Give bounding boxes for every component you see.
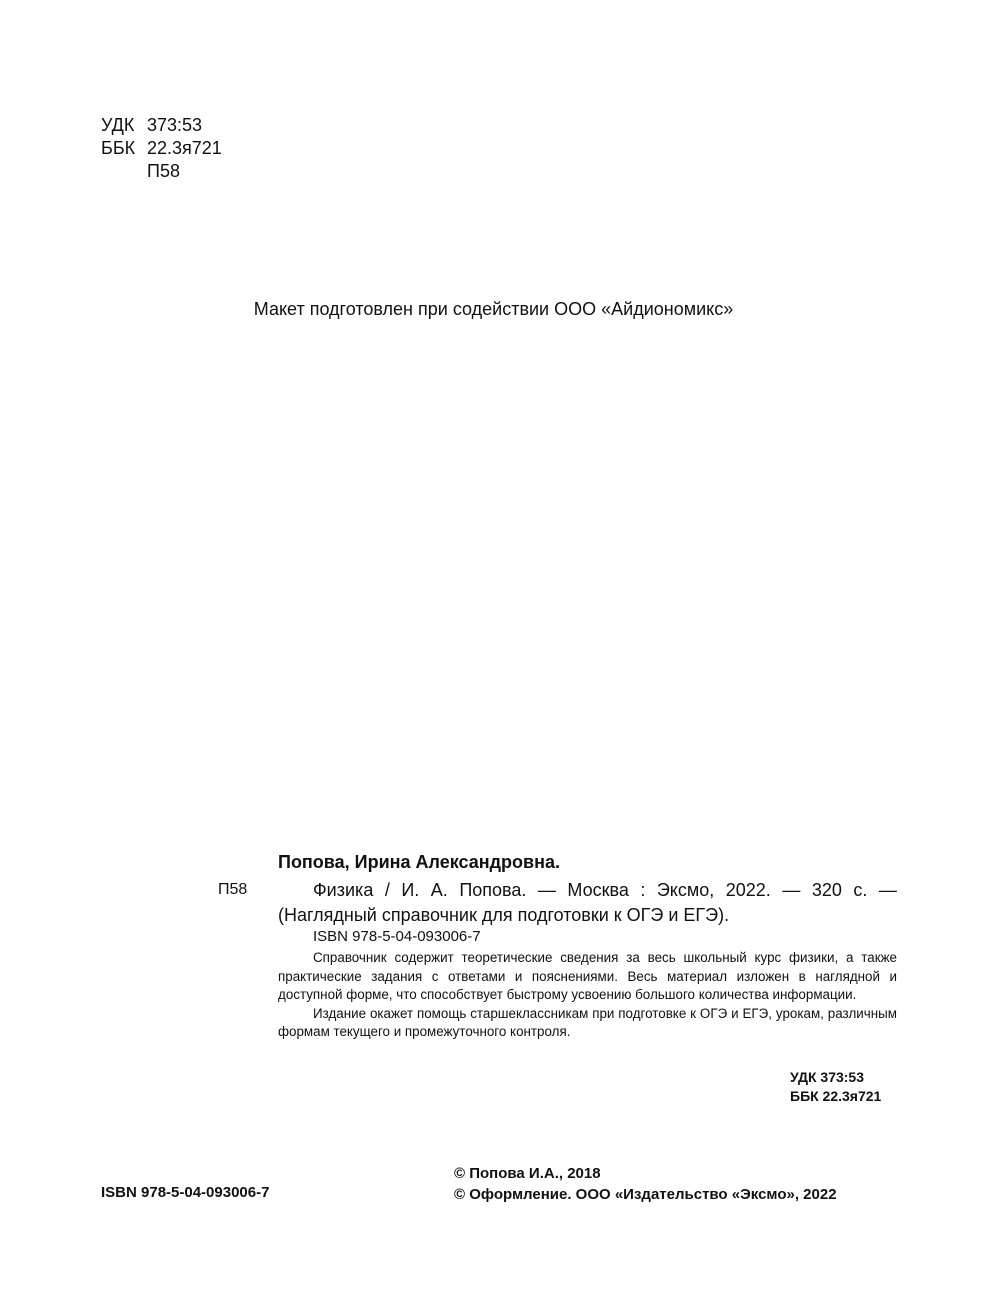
bbk-bottom: ББК 22.3я721 [790,1088,882,1104]
copyrights [454,1163,837,1205]
copyright-author: © Попова И.А., 2018 [454,1165,601,1182]
udk-value: 373:53 [147,115,203,135]
classification-block [101,114,222,183]
annotation-paragraph: Издание окажет помощь старшеклассникам при подготовке к ОГЭ и ЕГЭ, урокам, различным формам текущего и промежуточного контроля. [278,1005,897,1040]
layout-note: Макет подготовлен при содействии ООО «Айдиономикс» [253,299,734,319]
title-word: — [537,880,556,900]
title-line [278,878,897,903]
annotation [278,949,897,1042]
title-word: — [878,880,897,900]
udk-row [101,114,222,137]
isbn-line: ISBN 978-5-04-093006-7 [313,928,481,945]
title-word: 320 [811,880,842,900]
copyright-design: © Оформление. ООО «Издательство «Эксмо», 2022 [454,1186,837,1203]
udk-label: УДК [101,115,135,135]
title-word: А. [430,880,448,900]
bibliographic-description [278,878,897,928]
title-word: : [640,880,646,900]
title-word: / [384,880,390,900]
bbk-row [101,137,222,160]
title-word: — [782,880,801,900]
title-word: Эксмо, [656,880,715,900]
author-sign: П58 [147,161,180,181]
series-line: (Наглядный справочник для подготовки к ОГЭ и ЕГЭ). [278,905,730,925]
title-word: 2022. [725,880,771,900]
isbn-bottom: ISBN 978-5-04-093006-7 [101,1184,270,1201]
title-word: Физика [313,880,374,900]
title-word: Попова. [459,880,527,900]
classification-bottom [790,1068,881,1106]
annotation-paragraph: Справочник содержит теоретические сведения за весь школьный курс физики, а также практические задания с ответами и пояснениями. Весь материал изложен в наглядной и доступной форме, что способствует быстрому усвоению большого количества информации. [278,950,897,1003]
catalog-code: П58 [218,881,248,898]
author-heading: Попова, Ирина Александровна. [278,852,560,872]
title-word: с. [853,880,868,900]
bbk-value: 22.3я721 [147,138,222,158]
udk-bottom: УДК 373:53 [790,1069,864,1085]
title-word: Москва [567,880,629,900]
title-word: И. [401,880,420,900]
bbk-label: ББК [101,138,136,158]
